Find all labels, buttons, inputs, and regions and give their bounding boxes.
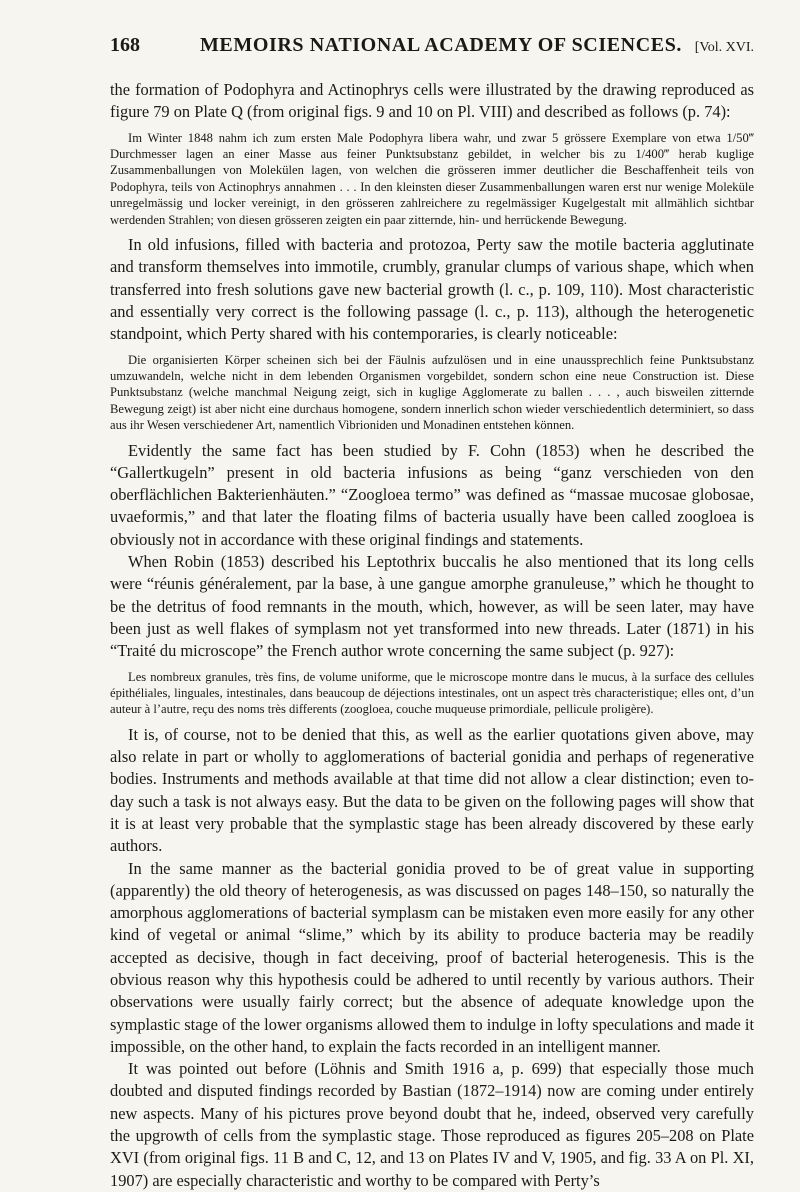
paragraph-cohn-gallertkugeln: Evidently the same fact has been studied by F. Cohn (1853) when he described the “Gallertkugeln” present in old bacteria infusions as being “ganz verschieden von den oberflächlichen Bakterienhäuten.” “Zoogloea termo” was defined as “massae mucosae globosae, uvaeformis,” and that later the floating films of bacteria usually have been called zoogloea is obviously not in accordance with these original findings and statements. bbox=[110, 440, 754, 549]
running-head bbox=[110, 34, 754, 57]
journal-title: MEMOIRS NATIONAL ACADEMY OF SCIENCES. bbox=[199, 34, 683, 56]
volume-label: [Vol. XVI. bbox=[694, 40, 754, 55]
paragraph-bastian-findings: It was pointed out before (Löhnis and Smith 1916 a, p. 699) that especially those much doubted and disputed findings recorded by Bastian (1872–1914) now are coming under entirely new aspects. Many of his pictures prove beyond doubt that he, indeed, observed very carefully the upgrowth of cells from the symplastic stage. Those reproduced as figures 205–208 on Plate XVI (from original figs. 11 B and C, 12, and 13 on Plates IV and V, 1905, and fig. 33 A on Pl. XI, 1907) are especially characteristic and worthy to be compared with Perty’s bbox=[110, 1059, 754, 1190]
quote-german-podophyra: Im Winter 1848 nahm ich zum ersten Male Podophyra libera wahr, und zwar 5 grössere Exemplare von etwa 1/50‴ Durchmesser lagen an einer Masse aus feiner Punktsubstanz gebildet, in welcher bis zu 1/400‴ herab kuglige Zusammenballungen von Molekülen lagen, von welchen die grösseren immer deutlicher die Beschaffenheit teils von Podophyra, teils von Actinophrys annahmen . . . In den kleinsten dieser Zusammenballungen waren erst nur wenige Moleküle unregelmässig und locker vereinigt, in den grösseren zahlreichere zu regelmässiger Kugelgestalt mit allmählich sichtbar werdenden Strahlen; von diesen grösseren zeigten ein paar zitternde, hin- und herrückende Bewegung. bbox=[110, 130, 754, 227]
paragraph-heterogenesis: In the same manner as the bacterial gonidia proved to be of great value in supporting (apparently) the old theory of heterogenesis, as was discussed on pages 148–150, so naturally the amorphous agglomerations of bacterial symplasm can be mistaken even more easily for any other kind of vegetal or animal “slime,” which by its ability to produce bacteria may be readily accepted as decisive, though in fact deceiving, proof of bacterial heterogenesis. This is the obvious reason why this hypothesis could be adhered to until recently by various authors. Their observations were usually fairly correct; but the absence of adequate knowledge upon the symplastic stage of the lower organisms allowed them to indulge in lofty speculations and made it impossible, on the other hand, to explain the facts recorded in an intelligent manner. bbox=[110, 858, 754, 1056]
quote-french-granules: Les nombreux granules, très fins, de volume uniforme, que le microscope montre dans le mucus, à la surface des cellules épithéliales, linguales, intestinales, dans beaucoup de déjections intestinales, ont un aspect très characteristique; elles ont, d’un auteur à l’autre, reçu des noms très differents (zoogloea, couche muqueuse primordiale, pellicule proligère). bbox=[110, 669, 754, 717]
page-number: 168 bbox=[110, 34, 140, 56]
paragraph-gonidia-distinction: It is, of course, not to be denied that this, as well as the earlier quotations given above, may also relate in part or wholly to agglomerations of bacterial gonidia and perhaps of regenerative bodies. Instruments and methods available at that time did not allow a clear distinction; even to-day such a task is not always easy. But the data to be given on the following pages will show that it is at least very probable that the symplastic stage has been already discovered by these early authors. bbox=[110, 724, 754, 856]
quote-german-faulnis: Die organisierten Körper scheinen sich bei der Fäulnis aufzulösen und in eine unaussprechlich feine Punktsubstanz umzuwandeln, welche nicht in dem lebenden Organismen vorgebildet, sondern schon eine neue Construction ist. Diese Punktsubstanz (welche manchmal Neigung zeigt, sich in kuglige Agglomerate zu ballen . . . , auch bisweilen zitternde Bewegung zeigt) ist aber nicht eine durchaus homogene, sondern innerlich schon wieder verschiedentlich determiniert, so dass aus ihr Wesen verschiedener Art, namentlich Vibrioniden und Monadinen entstehen können. bbox=[110, 352, 754, 433]
paragraph-perty-infusions: In old infusions, filled with bacteria and protozoa, Perty saw the motile bacteria agglutinate and transform themselves into immotile, crumbly, granular clumps of various shape, which when transferred into fresh solutions gave new bacterial growth (l. c., p. 109, 110). Most characteristic and essentially very correct is the following passage (l. c., p. 113), although the heterogenetic standpoint, which Perty shared with his contemporaries, is clearly noticeable: bbox=[110, 235, 754, 344]
paragraph-robin-leptothrix: When Robin (1853) described his Leptothrix buccalis he also mentioned that its long cells were “réunis généralement, par la base, à une gangue amorphe granuleuse,” which he thought to be the detritus of food remnants in the mouth, which, however, as will be seen later, may have been just as well flakes of symplasm not yet transformed into new threads. Later (1871) in his “Traité du microscope” the French author wrote concerning the same subject (p. 927): bbox=[110, 552, 754, 661]
paragraph-podophyra-intro: the formation of Podophyra and Actinophrys cells were illustrated by the drawing reproduced as figure 79 on Plate Q (from original figs. 9 and 10 on Pl. VIII) and described as follows (p. 74): bbox=[110, 80, 754, 122]
